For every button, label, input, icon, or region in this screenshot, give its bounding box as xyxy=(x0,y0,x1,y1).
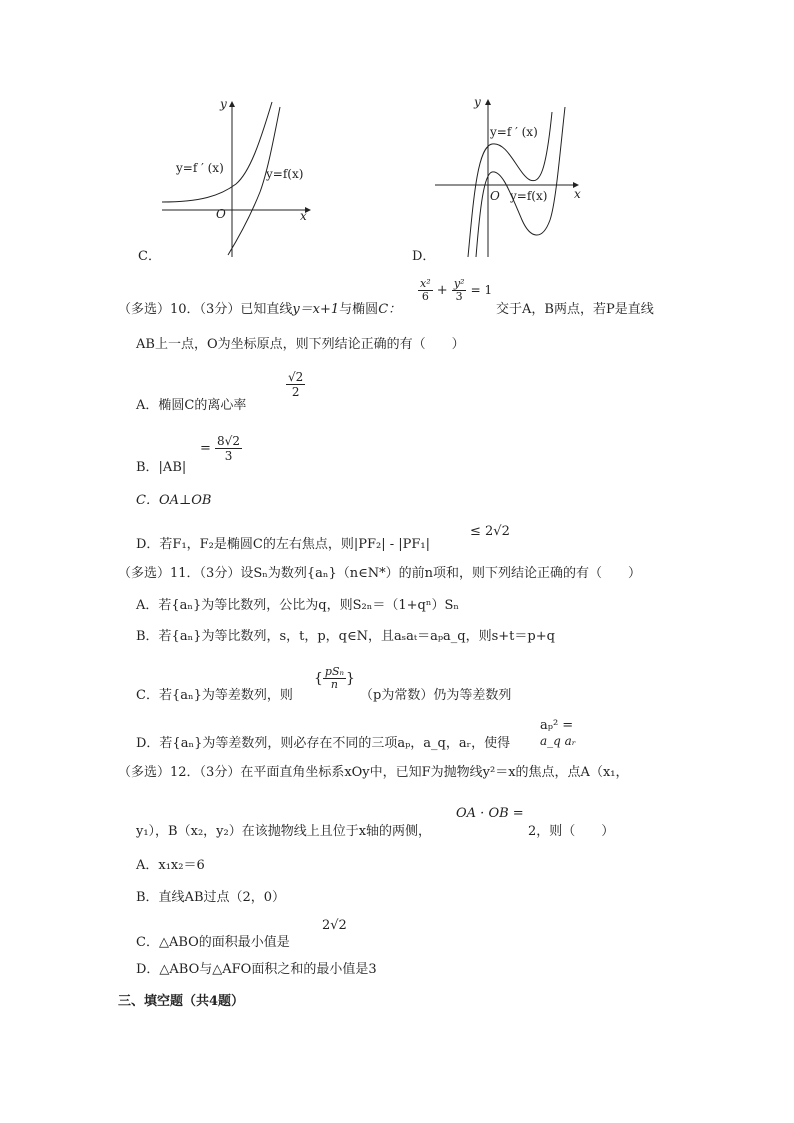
graph-d xyxy=(430,92,595,260)
q12-option-c: C．△ABO的面积最小值是 xyxy=(136,935,290,950)
q11-option-a: A．若{aₙ}为等比数列，公比为q，则S₂ₙ＝（1+qⁿ）Sₙ xyxy=(136,598,460,613)
curve-function xyxy=(228,107,280,255)
curve1-label: y=f ′ (x) xyxy=(490,125,538,139)
graph-d-label: D． xyxy=(412,249,436,264)
q10-stem-suffix: 交于A，B两点，若P是直线 xyxy=(496,302,654,317)
q11-option-d-eq-bottom: a_q aᵣ xyxy=(540,734,576,748)
y-axis-label: y xyxy=(474,95,481,109)
curve2-label: y=f(x) xyxy=(266,167,304,181)
curve2-label: y=f(x) xyxy=(510,189,548,203)
q12-stem-line2-suffix: 2，则（ ） xyxy=(528,824,615,839)
section-heading: 三、填空题（共4题） xyxy=(118,994,245,1009)
q10-stem: （多选）10．（3分）已知直线y＝x+1与椭圆C： xyxy=(118,302,402,317)
q11-option-d: D．若{aₙ}为等差数列，则必存在不同的三项aₚ，a_q，aᵣ，使得 xyxy=(136,736,511,751)
y-axis-label: y xyxy=(220,97,227,111)
q10-stem-line2: AB上一点，O为坐标原点，则下列结论正确的有（ ） xyxy=(136,337,465,352)
q12-vector-product: OA · OB = xyxy=(456,806,524,821)
q11-stem: （多选）11．（3分）设Sₙ为数列{aₙ}（n∈N*）的前n项和，则下列结论正确的有（ ） xyxy=(118,566,642,581)
q12-option-d: D．△ABO与△AFO面积之和的最小值是3 xyxy=(136,962,377,977)
x-axis-label: x xyxy=(574,187,581,201)
curve-derivative xyxy=(162,102,272,202)
q12-stem-line2: y₁），B（x₂，y₂）在该抛物线上且位于x轴的两侧， xyxy=(136,824,432,839)
q10-option-a-value: $\frac{√2}{2}$ xyxy=(288,370,304,399)
q10-ellipse-eq: $\frac{\text{x²}}{6}$ + $\frac{\text{y²}}{3}$ = 1 xyxy=(420,277,493,303)
q10-option-d: D．若F₁，F₂是椭圆C的左右焦点，则|PF₂| - |PF₁| xyxy=(136,537,430,552)
q12-option-a: A．x₁x₂＝6 xyxy=(136,858,205,873)
q12-option-b: B．直线AB过点（2，0） xyxy=(136,890,286,905)
curve1-label: y=f ′ (x) xyxy=(176,161,224,175)
origin-label: O xyxy=(216,207,226,221)
q12-stem-line1: （多选）12．（3分）在平面直角坐标系xOy中，已知F为抛物线y²＝x的焦点，点A（x₁， xyxy=(118,765,629,780)
q12-option-c-value: 2√2 xyxy=(322,918,347,933)
q10-option-c: C．OA⊥OB xyxy=(136,493,212,508)
graph-c xyxy=(150,92,325,260)
origin-label: O xyxy=(490,189,500,203)
q11-option-c: C．若{aₙ}为等差数列，则 xyxy=(136,688,293,703)
q10-option-d-value: ≤ 2√2 xyxy=(470,524,510,539)
q11-option-d-eq-top: aₚ² = xyxy=(540,718,574,733)
q10-option-b-value: = $\frac{8√2}{3}$ xyxy=(200,434,240,463)
q11-option-c-frac: { $\frac{\text{pSₙ}}{n}$ } xyxy=(314,665,355,691)
q10-option-a: A．椭圆C的离心率 xyxy=(136,398,247,413)
q11-option-c-suffix: （p为常数）仍为等差数列 xyxy=(360,688,512,703)
graph-c-label: C． xyxy=(138,249,161,264)
q10-option-b: B．|AB| xyxy=(136,460,187,475)
x-axis-label: x xyxy=(300,209,307,223)
q11-option-b: B．若{aₙ}为等比数列，s，t，p，q∈N，且aₛaₜ＝aₚa_q，则s+t＝p+q xyxy=(136,629,555,644)
